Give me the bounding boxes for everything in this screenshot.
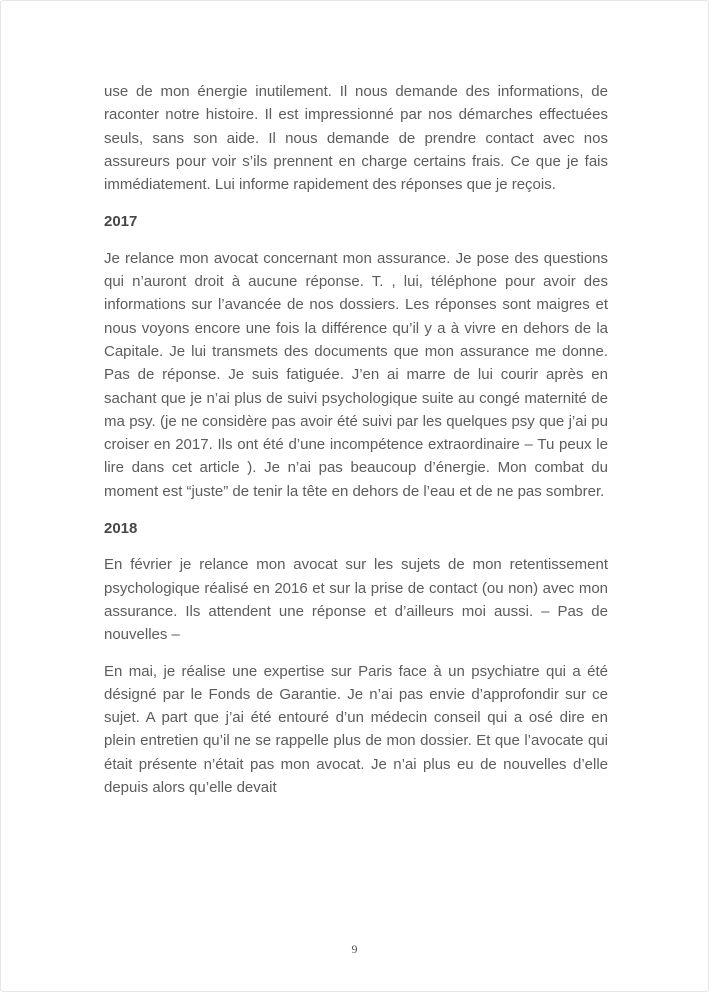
section-heading-2018: 2018 [104,520,138,538]
paragraph-intro: use de mon énergie inutilement. Il nous demande des informations, de raconter notre histoire. Il est impressionné par nos démarches effectuées seuls, sans son aide. Il nous demande de prendre contact avec nos assureurs pour voir s’ils prennent en charge certains frais. Ce que je fais immédiatement. Lui informe rapidement des réponses que je reçois. [104,83,608,194]
document-content [104,80,608,812]
paragraph-2017: Je relance mon avocat concernant mon assurance. Je pose des questions qui n’auront droit à aucune réponse. T. , lui, téléphone pour avoir des informations sur l’avancée de nos dossiers. Les réponses sont maigres et nous voyons encore une fois la différence qu’il y a à vivre en dehors de la Capitale. Je lui transmets des documents que mon assurance me donne. Pas de réponse. Je suis fatiguée. J’en ai marre de lui courir après en sachant que je n’ai plus de suivi psychologique suite au congé maternité de ma psy. (je ne considère pas avoir été suivi par les quelques psy que j’ai pu croiser en 2017. Ils ont été d’une incompétence extraordinaire – Tu peux le lire dans cet article ). Je n’ai pas beaucoup d’énergie. Mon combat du moment est “juste” de tenir la tête en dehors de l’eau et de ne pas sombrer. [104,249,608,500]
paragraph-2018-may: En mai, je réalise une expertise sur Paris face à un psychiatre qui a été désigné par le Fonds de Garantie. Je n’ai pas envie d’approfondir sur ce sujet. A part que j’ai été entouré d’un médecin conseil qui a osé dire en plein entretien qu’il ne se rappelle plus de mon dossier. Et que l’avocate qui était présente n’était pas mon avocat. Je n’ai plus eu de nouvelles d’elle depuis alors qu’elle devait [104,662,608,797]
section-heading-2017: 2017 [104,213,138,231]
page-number: 9 [351,942,358,956]
paragraph-2018-february: En février je relance mon avocat sur les sujets de mon retentissement psychologique réalisé en 2016 et sur la prise de contact (ou non) avec mon assurance. Ils attendent une réponse et d’ailleurs moi aussi. – Pas de nouvelles – [104,556,608,644]
